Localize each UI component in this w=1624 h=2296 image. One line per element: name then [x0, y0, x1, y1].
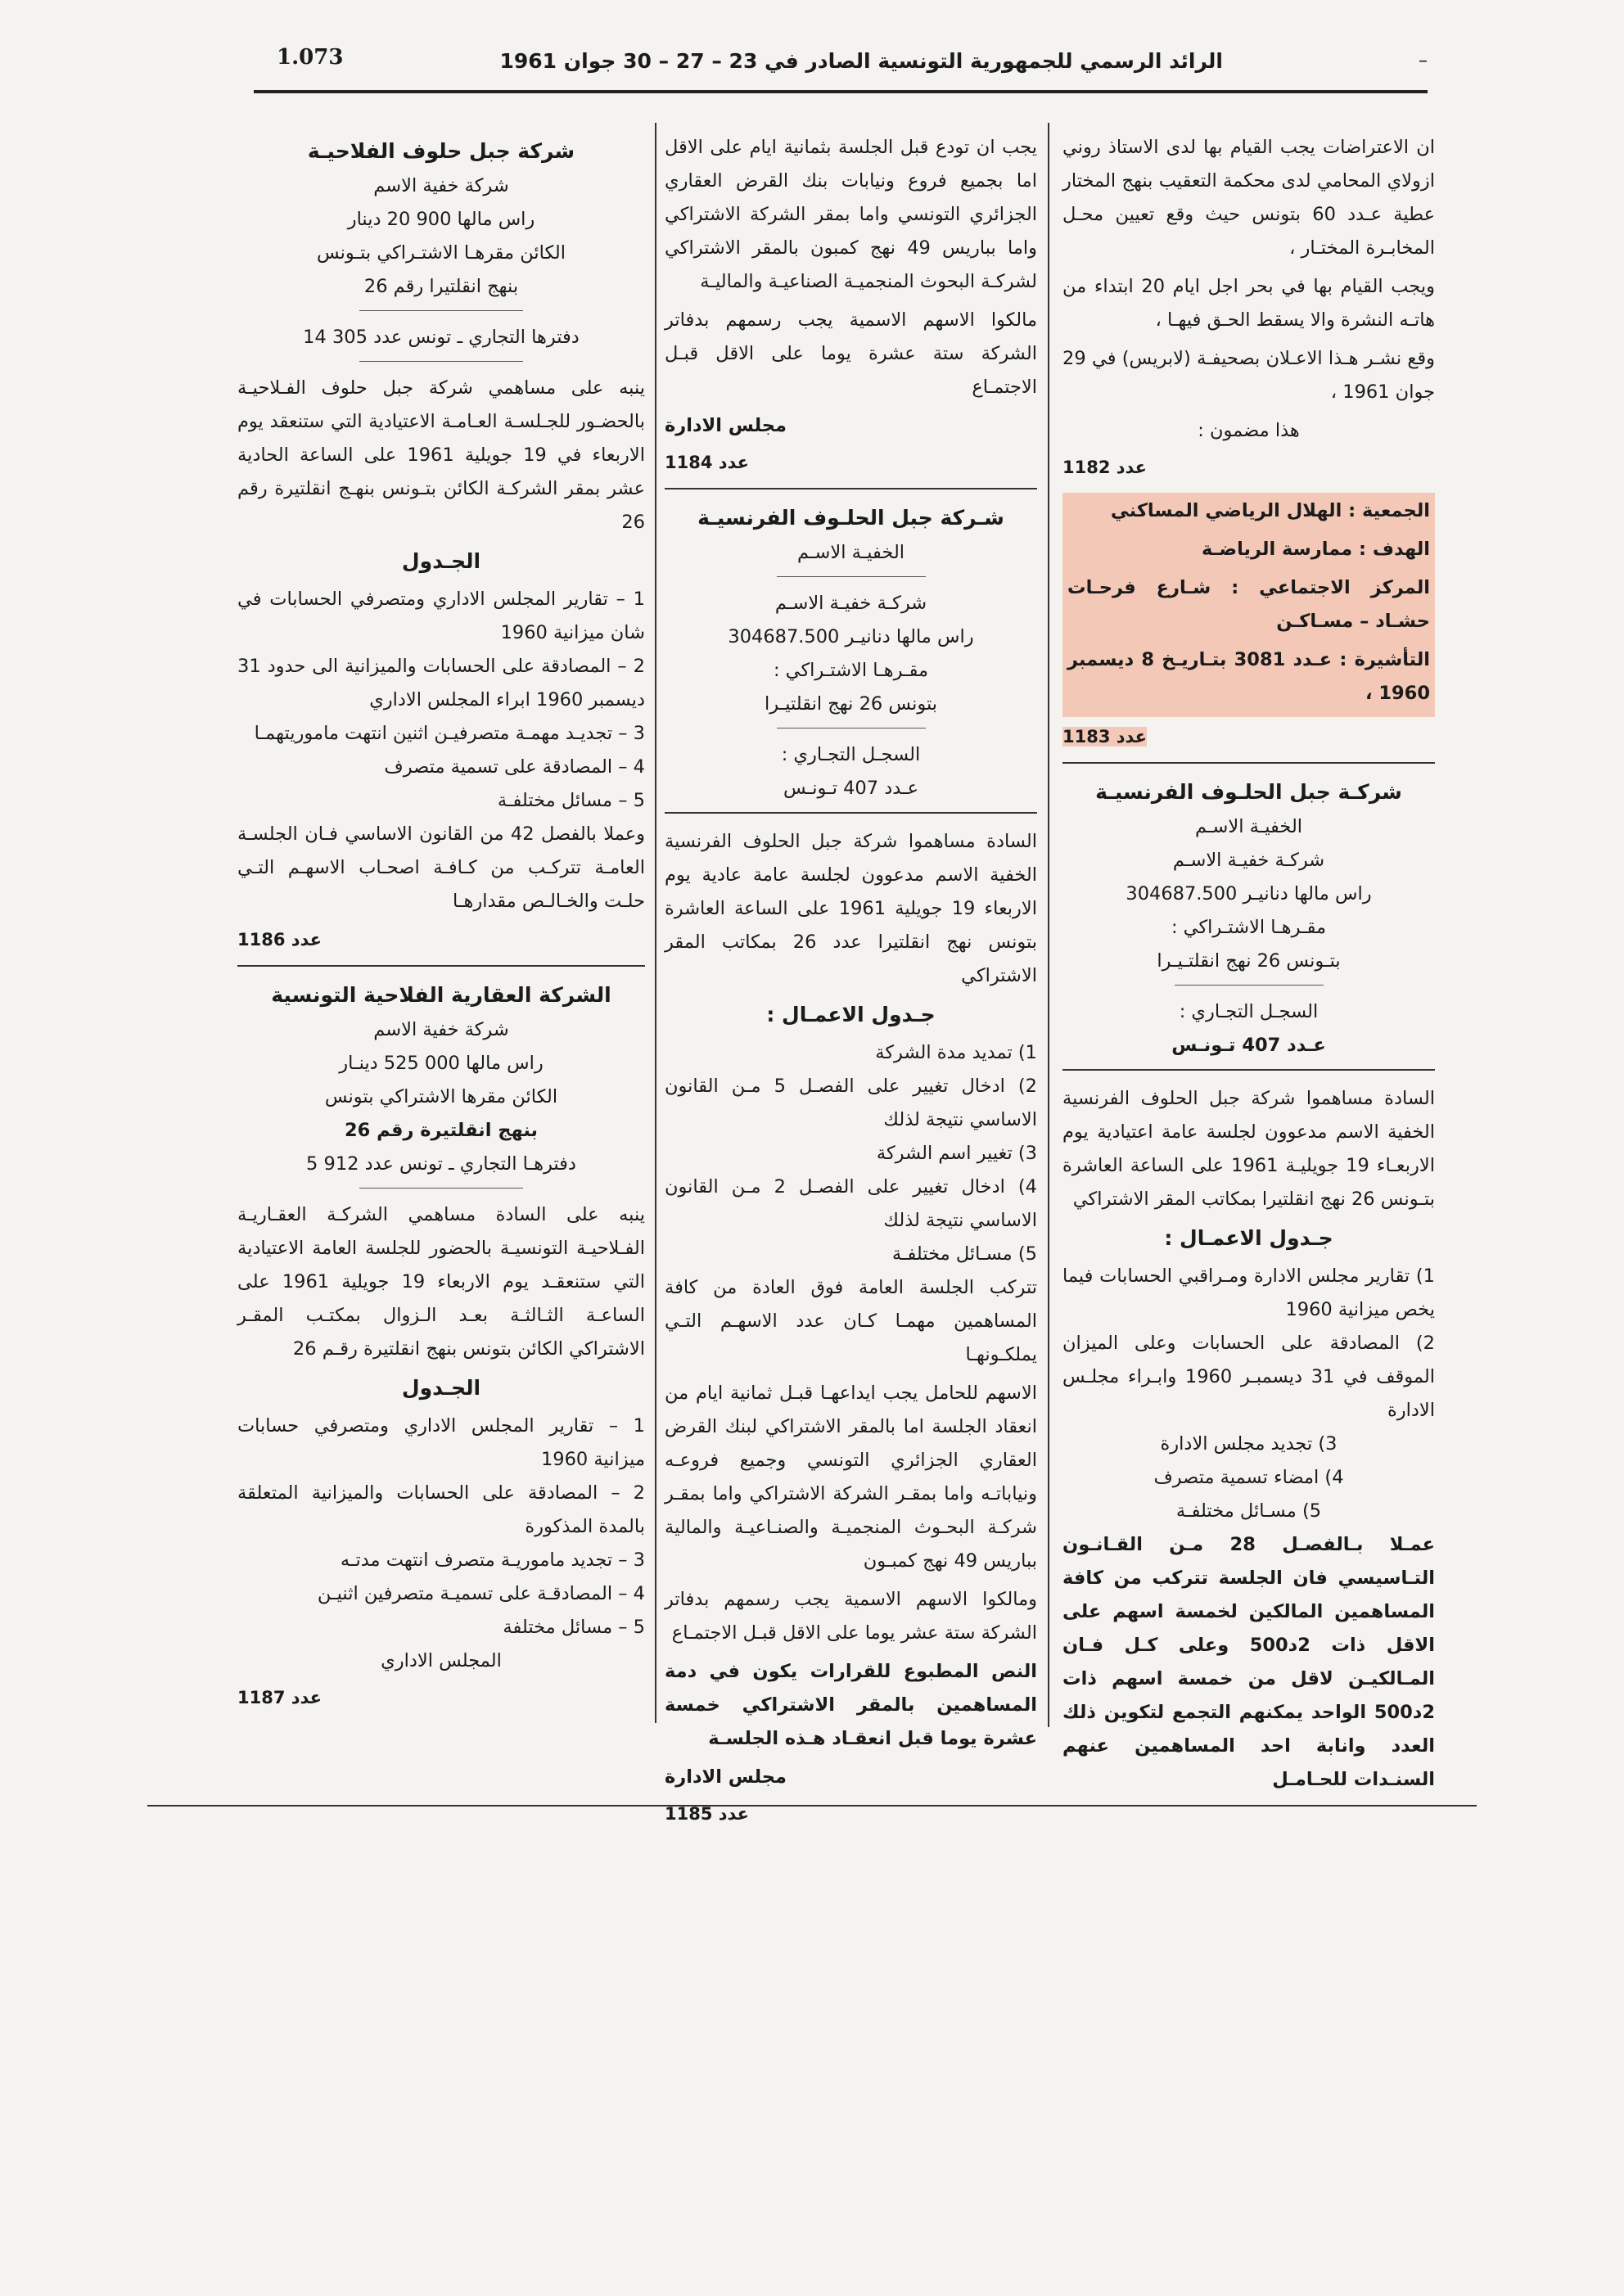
agenda-item: 1) تمديد مدة الشركة [875, 1042, 1037, 1063]
association-name: الجمعية : الهلال الرياضي المساكني [1110, 500, 1430, 521]
notice-number: عدد 1184 [665, 453, 750, 472]
company-type-line: شركـة خفيـة الاسـم [1172, 850, 1325, 871]
agenda-item: 5 – مسائل مختلفة [503, 1617, 645, 1638]
short-divider [359, 310, 522, 311]
agenda-item: 5) مسـائل مختلفـة [1175, 1500, 1322, 1522]
company-capital: راس مالها 900 20 دينار [347, 209, 535, 230]
agenda-item: 1 – تقارير المجلس الاداري ومتصرفي الحسابات في شان ميزانية 1960 [237, 589, 645, 643]
company-capital: راس مالها دنانيـر 304687.500 [1126, 883, 1372, 904]
bearer-shares-paragraph: الاسهم للحامل يجب ايداعهـا قبـل ثمانية ايام من انعقاد الجلسة اما بالمقر الاشتراكي لبنك القرض العقاري الجزائري التونسي وجميع فروعـه ونياباتـه واما بمقـر الشركة الاشتراكي واما بمقـر شركـة البحـوث المنجميـة والصنـاعيـة والمالية بباريس 49 نهج كمبـون [665, 1383, 1037, 1572]
agenda-item: 4) ادخال تغيير على الفصـل 2 مـن القانون الاساسي نتيجة لذلك [665, 1176, 1037, 1231]
header-dash: – [1419, 51, 1428, 71]
signature: المجلس الاداري [381, 1650, 502, 1671]
agenda-item: 2 – المصادقة على الحسابات والميزانية المتعلقة بالمدة المذكورة [237, 1482, 645, 1537]
company-register-label: السجـل التجـاري : [1179, 1001, 1319, 1022]
top-rule [254, 90, 1428, 93]
agenda-item: 3 – تجديد ماموريـة متصرف انتهت مدتـه [340, 1549, 645, 1571]
agenda-title: الجـدول [401, 1376, 481, 1400]
notice-number: عدد 1187 [237, 1688, 323, 1707]
company-capital: راس مالها دنانيـر 304687.500 [728, 626, 974, 647]
column-divider-right [1048, 123, 1049, 1727]
section-divider [237, 965, 645, 967]
agenda-list [665, 1036, 1037, 1271]
company-register: عـدد 407 تـونـس [783, 778, 919, 799]
page-number: 1.073 [277, 45, 344, 70]
agenda-item: 3) تغيير اسم الشركة [876, 1143, 1037, 1164]
association-goal: الهدف : ممارسة الرياضـة [1202, 539, 1430, 560]
agenda-title: جـدول الاعمـال : [1164, 1226, 1333, 1250]
association-block [1062, 493, 1435, 717]
agenda-title: الجـدول [401, 549, 481, 573]
gazette-header-title: الرائد الرسمي للجمهورية التونسية الصادر في 23 – 27 – 30 جوان 1961 [499, 49, 1223, 73]
company-hq: بتـونس 26 نهج انقلتـيـرا [1157, 950, 1341, 972]
company-type: شركة خفية الاسم [373, 1019, 509, 1040]
short-divider [1175, 985, 1324, 986]
column-middle [665, 131, 1037, 1839]
resolutions-paragraph: النص المطبوع للقرارات يكون في دمة المساهمين بالمقر الاشتراكي خمسة عشرة يوما قبل انعقـاد هـذه الجلسـة [665, 1661, 1037, 1749]
company-type: الخفيـة الاسـم [796, 542, 905, 563]
notice-number: عدد 1182 [1062, 458, 1148, 477]
notice-number-text: عدد 1183 [1062, 727, 1148, 747]
agenda-title: جـدول الاعمـال : [766, 1003, 936, 1026]
agenda-item: 3 – تجديـد مهمـة متصرفيـن اثنين انتهت ماموريتهمـا [254, 723, 645, 744]
composition-paragraph: تتركب الجلسة العامة فوق العادة من كافة المساهمين مهمـا كـان عدد الاسهـم التـي يملكـونهـا [665, 1277, 1037, 1365]
company-name: شركـة جبل الحلـوف الفرنسيـة [1095, 780, 1402, 804]
company-hq: بتونس 26 نهج انقلتيـرا [764, 693, 938, 715]
meeting-invitation: السادة مساهموا شركة جبل الحلوف الفرنسية الخفية الاسم مدعوون لجلسة عامة عادية يوم الاربعاء 19 جويلية 1961 على الساعة العاشرة بتونس نهج انقلتيرا عدد 26 بمكاتب المقر الاشتراكي [665, 831, 1038, 986]
agenda-item: 2 – المصادقة على الحسابات والميزانية الى حدود 31 ديسمبر 1960 ابراء المجلس الاداري [237, 656, 645, 710]
company-name: الشركة العقارية الفلاحية التونسية [271, 983, 611, 1007]
section-divider [1062, 1069, 1435, 1071]
company-name: شركة جبل حلوف الفلاحيـة [307, 139, 575, 163]
agenda-item: 2) المصادقة على الحسابات وعلى الميزان الموقف في 31 ديسمبـر 1960 وابـراء مجلـس الادارة [1062, 1333, 1435, 1421]
agenda-item: 4 – المصادقـة على تسميـة متصرفين اثنيـن [317, 1583, 645, 1604]
company-register: عـدد 407 تـونـس [1171, 1035, 1326, 1056]
agenda-item: 5) مسـائل مختلفـة [891, 1243, 1037, 1265]
company-hq: الكائن مقرهـا الاشتـراكي بتـونس [316, 242, 566, 264]
meeting-invitation: ينبه على مساهمي شركة جبل حلوف الفـلاحيـة بالحضـور للجـلسـة العـامـة الاعتيادية التي ستنعقد يوم الاربعاء في 19 جويلية 1961 على الساعة الحادية عشر بمقر الشركـة الكائن بتـونس بنهـج انقلتيرة رقم 26 [237, 377, 645, 533]
objection-paragraph: ان الاعتراضات يجب القيام بها لدى الاستاذ روني ازولاي المحامي لدى محكمة التعقيب بنهج المختار عطية عـدد 60 بتونس حيث وقع تعيين محـل المخابـرة المختـار ، [1062, 137, 1435, 259]
agenda-list [237, 1410, 645, 1644]
registered-shares-paragraph: مالكوا الاسهم الاسمية يجب رسمهم بدفاتر الشركة ستة عشرة يوما على الاقل قبـل الاجتمـاع [665, 309, 1037, 398]
agenda-item: 5 – مسائل مختلفـة [497, 790, 645, 811]
company-hq-street: بنهج انقلتيرا رقم 26 [363, 276, 519, 297]
company-hq-label: مقـرهـا الاشتـراكي : [773, 660, 929, 681]
company-type-line: شركـة خفيـة الاسـم [774, 593, 927, 614]
short-divider [777, 576, 926, 577]
statute-paragraph: عمـلا بـالفصـل 28 مـن القـانـون التـاسيسي فان الجلسة تتركب من كافة المساهمين المالكين لخمسة اسهم على الاقل ذات 2د500 وعلى كـل فـان المـالكيـن لاقل من خمسة اسهم ذات 2د500 الواحد يمكنهم التجمع لتكوين ذلك العدد وانابة احد المساهمين عنهم السنـدات للحـامـل [1062, 1534, 1435, 1790]
association-hq: المركز الاجتماعي : شـارع فرحـات حشـاد – مسـاكـن [1067, 577, 1430, 632]
company-register-label: السجـل التجـاري : [781, 744, 921, 765]
agenda-list [1062, 1260, 1435, 1528]
publication-paragraph: وقع نشـر هـذا الاعـلان بصحيفـة (لابريس) في 29 جوان 1961 ، [1062, 348, 1435, 403]
company-name: شـركة جبل الحلـوف الفرنسيـة [697, 506, 1004, 530]
deposit-paragraph: يجب ان تودع قبل الجلسة بثمانية ايام على الاقل اما بجميع فروع ونيابات بنك القرض العقاري الجزائري التونسي واما بمقر الشركة الاشتراكي واما بباريس 49 نهج كمبون بالمقر الاشتراكي لشركـة البحوث المنجميـة الصناعيـة والماليـة [665, 137, 1037, 292]
agenda-item: 1) تقارير مجلس الادارة ومـراقبي الحسابات فيما يخص ميزانية 1960 [1062, 1265, 1435, 1320]
certified-note: هذا مضمون : [1198, 420, 1300, 441]
column-right [1062, 131, 1435, 1802]
notice-number: عدد 1186 [237, 930, 323, 950]
section-divider [1062, 762, 1435, 764]
registered-shares-paragraph: ومالكوا الاسهم الاسمية يجب رسمهم بدفاتر الشركة ستة عشر يوما على الاقل قبـل الاجتمـاع [665, 1589, 1037, 1644]
notice-number [1062, 720, 1435, 754]
agenda-item: 2) ادخال تغيير على الفصـل 5 مـن القانون الاساسي نتيجة لذلك [665, 1076, 1037, 1130]
statute-paragraph: وعملا بالفصل 42 من القانون الاساسي فـان الجلسـة العامـة تتركـب من كـافـة اصحـاب الاسهـم التـي حلـت والخـالـص مقدارهـا [237, 823, 646, 912]
section-divider [665, 812, 1037, 814]
deadline-paragraph: ويجب القيام بها في بحر اجل ايام 20 ابتداء من هاتـه النشرة والا يسقط الحـق فيهـا ، [1062, 276, 1435, 331]
column-divider-left [655, 123, 656, 1723]
company-register: دفترها التجاري ـ تونس عدد 305 14 [303, 327, 580, 348]
column-left [237, 131, 645, 1723]
meeting-invitation: ينبه على السادة مساهمي الشركـة العقـاريـة الفـلاحيـة التونسيـة بالحضور للجلسة العامة الاعتيادية التي ستنعقـد يوم الاربعاء 19 جويلية 1961 على الساعـة الثـالثـة بعـد الـزوال بمكتـب المقـر الاشتراكي الكائن بتونس بنهج انقلتيرة رقـم 26 [237, 1204, 646, 1360]
agenda-item: 4) امضاء تسمية متصرف [1153, 1467, 1344, 1488]
signature: مجلس الادارة [665, 1766, 787, 1788]
section-divider [665, 488, 1037, 489]
company-type: الخفيـة الاسـم [1194, 816, 1303, 837]
notice-number: عدد 1185 [665, 1804, 750, 1824]
meeting-invitation: السادة مساهموا شركة جبل الحلوف الفرنسية الخفية الاسم مدعوون لجلسة عامة اعتيادية يوم الاربعـاء 19 جويليـة 1961 على الساعة العاشرة بتـونس 26 نهج انقلتيرا بمكاتب المقر الاشتراكي [1062, 1088, 1435, 1210]
agenda-item: 4 – المصادقة على تسمية متصرف [384, 756, 645, 778]
company-type: شركة خفية الاسم [373, 175, 509, 196]
signature: مجلس الادارة [665, 415, 787, 436]
agenda-item: 3) تجديد مجلس الادارة [1160, 1433, 1338, 1455]
company-hq-label: مقـرهـا الاشتـراكي : [1171, 917, 1327, 938]
association-visa: التأشيرة : عـدد 3081 بتـاريـخ 8 ديسمبر 1960 ، [1067, 649, 1430, 704]
agenda-list [237, 583, 645, 818]
company-register: دفترهـا التجاري ـ تونس عدد 912 5 [306, 1153, 576, 1175]
short-divider [359, 1188, 522, 1189]
short-divider [359, 361, 522, 362]
bottom-rule [147, 1805, 1477, 1807]
agenda-item: 1 – تقارير المجلس الاداري ومتصرفي حسابات ميزانية 1960 [237, 1415, 645, 1470]
company-capital: راس مالها 000 525 دينـار [339, 1053, 544, 1074]
company-hq-street: بنهج انقلتيرة رقم 26 [344, 1120, 539, 1141]
company-hq: الكائن مقرها الاشتراكي بتونس [324, 1086, 558, 1107]
